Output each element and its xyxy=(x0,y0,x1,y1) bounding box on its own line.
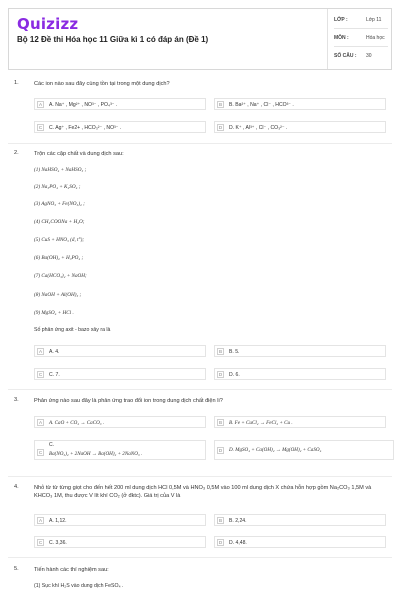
option-key: A xyxy=(38,420,43,425)
q4-option-c[interactable] xyxy=(34,536,206,548)
q1-option-b[interactable] xyxy=(214,98,386,110)
reaction-line-6: (6) Ba(OH)₂ + H₃PO₄ ; xyxy=(34,255,84,261)
option-key: D xyxy=(218,540,223,545)
question-text: Nhỏ từ từ từng giọt cho đến hết 200 ml dung dịch HCl 0,5M và HNO₃ 0,5M vào 100 ml dung dịch X chứa hỗn hợp gồm Na₂CO₃ 1,5M và KHCO₃ 1M, thu được V lít khí CO₂ (ở đktc). Giá trị của V là xyxy=(34,485,372,499)
question-number: 3. xyxy=(14,397,19,403)
meta-divider xyxy=(334,46,388,47)
option-text: A. 4. xyxy=(49,348,60,355)
option-key: C xyxy=(38,372,43,377)
option-equation: Ba(NO₃)₂ + 2NaOH → Ba(OH)₂ + 2NaNO₃ . xyxy=(49,451,143,457)
q3-option-d[interactable] xyxy=(214,440,394,460)
option-key: D xyxy=(218,448,223,453)
option-key: B xyxy=(218,349,223,354)
option-text: B. 2,24. xyxy=(229,517,247,524)
meta-subject-value: Hóa học xyxy=(366,35,385,41)
q2-option-d[interactable] xyxy=(214,368,386,380)
option-text: B. 5. xyxy=(229,348,240,355)
meta-count-value: 30 xyxy=(366,53,372,59)
question-number: 4. xyxy=(14,484,19,490)
option-key: A xyxy=(38,518,43,523)
question-number: 2. xyxy=(14,150,19,156)
option-text: A. Na⁺ , Mg²⁺ , NO³⁻ , PO₄³⁻ . xyxy=(49,101,118,108)
reaction-line-8: (8) NaOH + Al(OH)₃ ; xyxy=(34,292,82,298)
option-text: B. Fe + CuCl₂ → FeCl₂ + Cu . xyxy=(229,419,293,426)
document-title: Bộ 12 Đề thi Hóa học 11 Giữa kì 1 có đáp án (Đề 1) xyxy=(17,35,209,44)
question-divider xyxy=(8,557,392,558)
question-text: Trộn các cặp chất và dung dịch sau: xyxy=(34,151,124,157)
reaction-line-2: (2) Na₃PO₄ + K₂SO₄ ; xyxy=(34,184,81,190)
question-text: Tiến hành các thí nghiệm sau: xyxy=(34,567,109,573)
option-text: D. MgSO₄ + Ca(OH)₂ → Mg(OH)₂ + CaSO₄ xyxy=(229,447,322,453)
q1-option-a[interactable] xyxy=(34,98,206,110)
option-key: A xyxy=(38,349,43,354)
question-divider xyxy=(8,389,392,390)
option-key: C xyxy=(38,125,43,130)
question-prompt: Số phản ứng axit - bazo xảy ra là xyxy=(34,327,111,333)
quizizz-logo[interactable]: Quizizz xyxy=(17,15,79,33)
option-key: B xyxy=(218,420,223,425)
option-key: B xyxy=(218,518,223,523)
q2-option-b[interactable] xyxy=(214,345,386,357)
reaction-line-1: (1) NaHSO₄ + NaHSO₃ ; xyxy=(34,167,87,173)
option-text: D. 4,48. xyxy=(229,539,247,546)
option-key: D xyxy=(218,125,223,130)
question-text: Các ion nào sau đây cùng tồn tại trong một dung dịch? xyxy=(34,81,170,87)
meta-divider xyxy=(334,28,388,29)
reaction-line-4: (4) CH₃COONa + H₂O; xyxy=(34,219,85,225)
q3-option-a[interactable] xyxy=(34,416,206,428)
option-key: D xyxy=(218,372,223,377)
experiment-line-1: (1) Sục khí H₂S vào dung dịch FeSO₄ . xyxy=(34,583,124,589)
option-key: C xyxy=(38,450,43,455)
q2-option-c[interactable] xyxy=(34,368,206,380)
option-text: D. 6. xyxy=(229,371,240,378)
option-text: C. xyxy=(49,442,55,448)
reaction-line-9: (9) MgSO₄ + HCl . xyxy=(34,310,74,316)
meta-count-label: SỐ CÂU : xyxy=(334,53,357,59)
question-divider xyxy=(8,476,392,477)
option-text: D. K⁺ , Al³⁺ , Cl⁻ , CO₃²⁻ . xyxy=(229,124,288,131)
reaction-line-7: (7) Ca(HCO₃)₂ + NaOH; xyxy=(34,273,87,279)
option-text: B. Ba²⁺ , Na⁺ , Cl⁻ , HCO³⁻ . xyxy=(229,101,294,108)
q4-option-a[interactable] xyxy=(34,514,206,526)
q1-option-d[interactable] xyxy=(214,121,386,133)
reaction-line-5: (5) CuS + HNO₃ (đ, t°); xyxy=(34,237,85,243)
q3-option-b[interactable] xyxy=(214,416,386,428)
option-text: A. CaO + CO₂ → CaCO₃ . xyxy=(49,419,105,426)
meta-panel xyxy=(327,9,394,69)
q2-option-a[interactable] xyxy=(34,345,206,357)
q4-option-d[interactable] xyxy=(214,536,386,548)
meta-subject-label: MÔN : xyxy=(334,35,349,41)
question-divider xyxy=(8,143,392,144)
option-text: C. Ag⁺ , Fe2+ , HCO₃²⁻ , NO³⁻ . xyxy=(49,124,122,131)
q3-option-c[interactable] xyxy=(34,440,206,460)
reaction-line-3: (3) AgNO₃ + Fe(NO₃)₂ ; xyxy=(34,201,85,207)
question-number: 1. xyxy=(14,80,19,86)
q1-option-c[interactable] xyxy=(34,121,206,133)
question-number: 5. xyxy=(14,566,19,572)
meta-class-value: Lớp 11 xyxy=(366,17,382,23)
q4-option-b[interactable] xyxy=(214,514,386,526)
option-key: B xyxy=(218,102,223,107)
worksheet-header xyxy=(8,8,392,70)
option-key: A xyxy=(38,102,43,107)
question-text: Phản ứng nào sau đây là phản ứng trao đổi ion trong dung dịch chất điện li? xyxy=(34,398,223,404)
option-text: C. 3,36. xyxy=(49,539,67,546)
option-text: A. 1,12. xyxy=(49,517,67,524)
option-key: C xyxy=(38,540,43,545)
option-text: C. 7. xyxy=(49,371,60,378)
meta-class-label: LỚP : xyxy=(334,17,348,23)
